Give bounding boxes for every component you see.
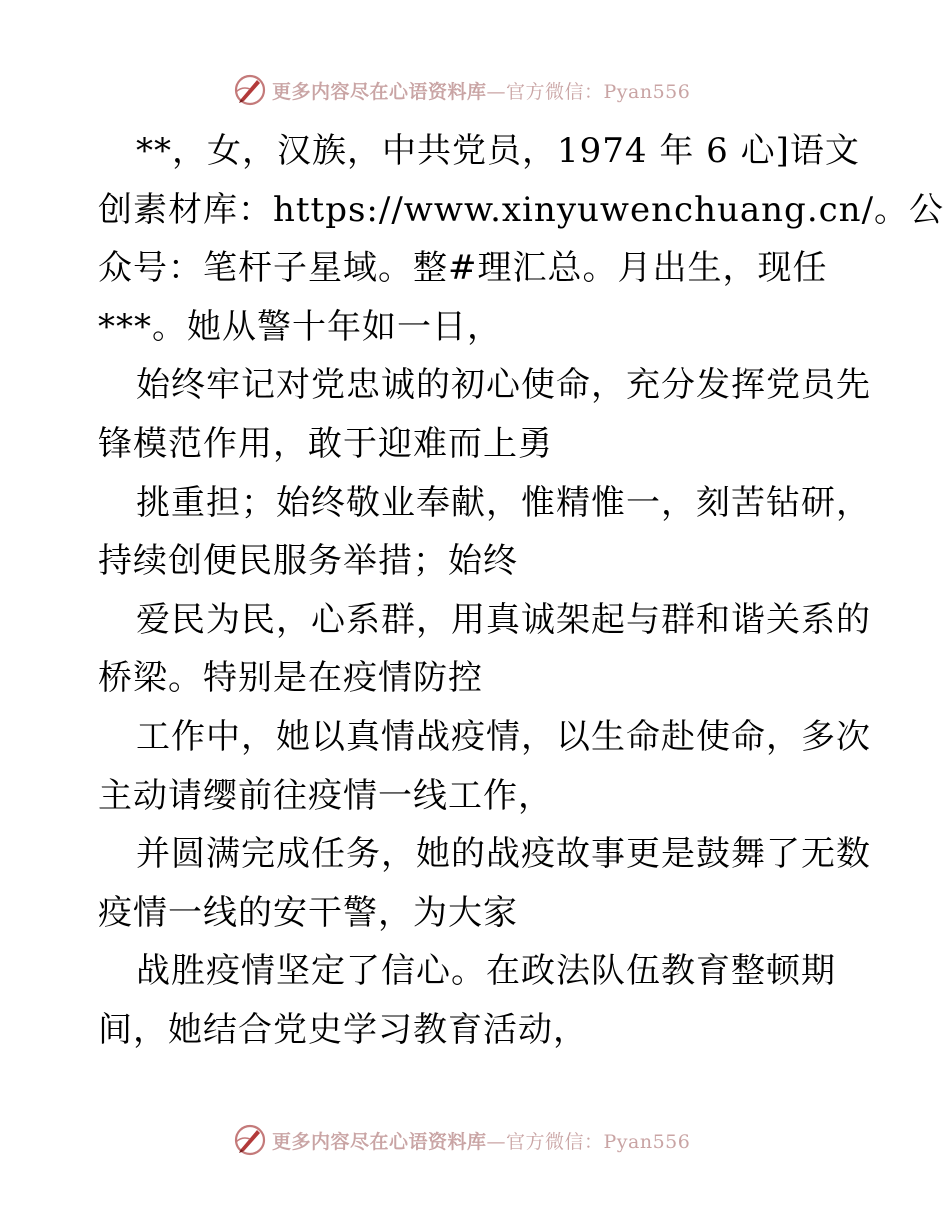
document-body [98,122,945,1060]
watermark-site-name: 更多内容尽在心语资料库 [272,80,487,103]
watermark-wechat: —官方微信：Pyan556 [486,80,691,103]
text-line: 桥梁。特别是在疫情防控 [98,658,483,699]
header-watermark [232,70,690,110]
quill-pen-logo-icon [232,72,268,108]
watermark-wechat: —官方微信：Pyan556 [486,1130,691,1153]
text-line: ***。她从警十年如一日， [98,306,502,347]
text-line: 始终牢记对党忠诚的初心使命，充分发挥党员先 [136,365,871,406]
text-line: 疫情一线的安干警，为大家 [98,892,518,933]
text-line: 挑重担；始终敬业奉献，惟精惟一，刻苦钻研， [136,482,871,523]
text-line: 工作中，她以真情战疫情，以生命赴使命，多次 [136,716,871,757]
text-line: 持续创便民服务举措；始终 [98,541,518,582]
text-line: **，女，汉族，中共党员，1974 年 6 心]语文 [136,131,860,171]
watermark-site-name: 更多内容尽在心语资料库 [272,1130,487,1153]
text-line: 锋模范作用，敢于迎难而上勇 [98,423,553,464]
text-line: 战胜疫情坚定了信心。在政法队伍教育整顿期 [136,951,836,992]
text-line: 主动请缨前往疫情一线工作， [98,775,553,816]
footer-watermark [232,1120,690,1160]
watermark-text [272,1127,690,1154]
text-line: 爱民为民，心系群，用真诚架起与群和谐关系的 [136,599,871,640]
text-line: 并圆满完成任务，她的战疫故事更是鼓舞了无数 [136,834,871,875]
text-line: 间，她结合党史学习教育活动， [98,1009,588,1050]
text-line: 众号：笔杆子星域。整#理汇总。月出生，现任 [98,248,828,289]
quill-pen-logo-icon [232,1122,268,1158]
text-line: 创素材库：https://www.xinyuwenchuang.cn/。公 [98,189,945,230]
watermark-text [272,77,690,104]
